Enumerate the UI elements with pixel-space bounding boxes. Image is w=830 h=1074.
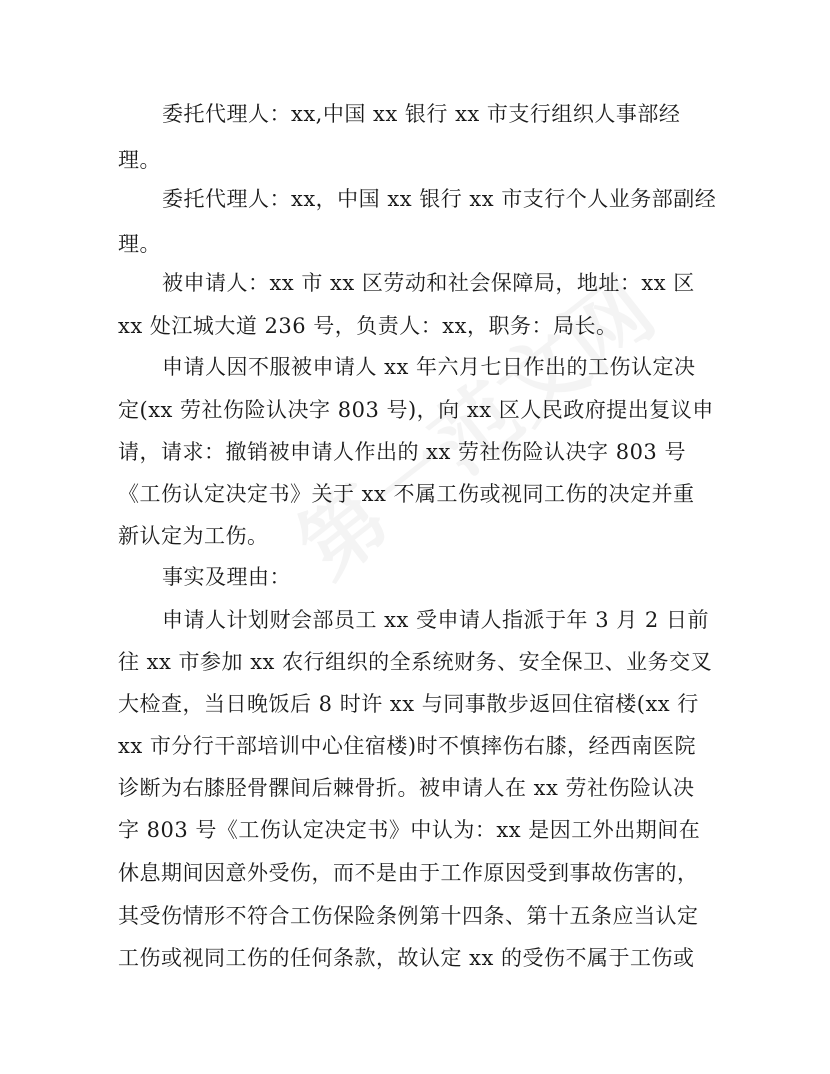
text-line: 往 xx 市参加 xx 农行组织的全系统财务、安全保卫、业务交叉 bbox=[118, 650, 713, 674]
text-line: 请，请求：撤销被申请人作出的 xx 劳社伤险认决字 803 号 bbox=[118, 440, 686, 464]
text-line: 《工伤认定决定书》关于 xx 不属工伤或视同工伤的决定并重 bbox=[118, 482, 695, 506]
text-line: 理。 bbox=[118, 232, 161, 256]
text-line: 申请人因不服被申请人 xx 年六月七日作出的工伤认定决 bbox=[162, 355, 696, 379]
text-line: xx 处江城大道 236 号，负责人：xx，职务：局长。 bbox=[118, 314, 618, 338]
text-line: 其受伤情形不符合工伤保险条例第十四条、第十五条应当认定 bbox=[118, 904, 699, 928]
text-line: 休息期间因意外受伤，而不是由于工作原因受到事故伤害的， bbox=[118, 861, 699, 885]
text-line: 字 803 号《工伤认定决定书》中认为：xx 是因工外出期间在 bbox=[118, 818, 701, 842]
text-line: xx 市分行干部培训中心住宿楼)时不慎摔伤右膝，经西南医院 bbox=[118, 734, 697, 758]
text-line: 被申请人：xx 市 xx 区劳动和社会保障局，地址：xx 区 bbox=[162, 271, 695, 295]
text-line: 理。 bbox=[118, 148, 161, 172]
text-line: 诊断为右膝胫骨髁间后棘骨折。被申请人在 xx 劳社伤险认决 bbox=[118, 776, 695, 800]
section-heading: 事实及理由： bbox=[162, 565, 291, 589]
text-line: 委托代理人：xx,中国 xx 银行 xx 市支行组织人事部经 bbox=[162, 102, 681, 126]
text-line: 新认定为工伤。 bbox=[118, 524, 269, 548]
text-line: 委托代理人：xx，中国 xx 银行 xx 市支行个人业务部副经 bbox=[162, 187, 717, 211]
text-line: 定(xx 劳社伤险认决字 803 号)，向 xx 区人民政府提出复议申 bbox=[118, 398, 714, 422]
text-line: 申请人计划财会部员工 xx 受申请人指派于年 3 月 2 日前 bbox=[162, 608, 709, 632]
text-line: 工伤或视同工伤的任何条款，故认定 xx 的受伤不属于工伤或 bbox=[118, 946, 695, 970]
text-line: 大检查，当日晚饭后 8 时许 xx 与同事散步返回住宿楼(xx 行 bbox=[118, 692, 699, 716]
